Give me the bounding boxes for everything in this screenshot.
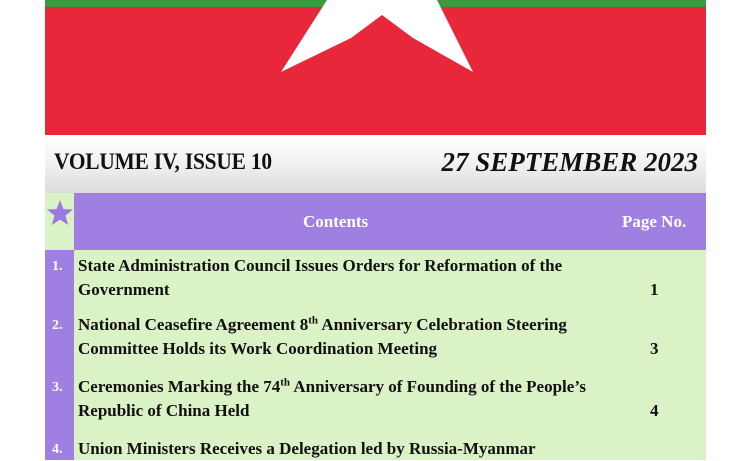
item-page-number: 1 <box>650 280 659 299</box>
item-page-number: 4 <box>650 401 659 420</box>
star-icon <box>46 199 74 227</box>
contents-header <box>45 193 706 250</box>
item-page-number: 3 <box>650 339 659 358</box>
item-number: 4. <box>52 442 63 457</box>
issue-banner <box>45 135 706 193</box>
item-title[interactable]: Ceremonies Marking the 74th Anniversary of Founding of the People’s Republic of China Held <box>78 376 586 420</box>
contents-heading: Contents <box>303 212 369 231</box>
volume-issue: VOLUME IV, ISSUE 10 <box>54 149 272 174</box>
page-no-heading: Page No. <box>622 212 687 231</box>
flag-header <box>45 0 706 135</box>
contents-table <box>45 193 706 460</box>
number-column <box>45 250 74 460</box>
item-number: 1. <box>52 259 63 274</box>
item-number: 3. <box>52 380 63 395</box>
item-title[interactable]: State Administration Council Issues Orders for Reformation of the Government <box>78 256 563 299</box>
item-title[interactable]: Union Ministers Receives a Delegation led by Russia-Myanmar <box>78 439 536 458</box>
item-number: 2. <box>52 318 63 333</box>
header-star-cell <box>45 193 74 250</box>
item-title[interactable]: National Ceasefire Agreement 8th Anniversary Celebration Steering Committee Holds its Work Coordination Meeting <box>78 314 567 358</box>
issue-date: 27 SEPTEMBER 2023 <box>441 147 698 177</box>
star-icon <box>45 0 706 135</box>
